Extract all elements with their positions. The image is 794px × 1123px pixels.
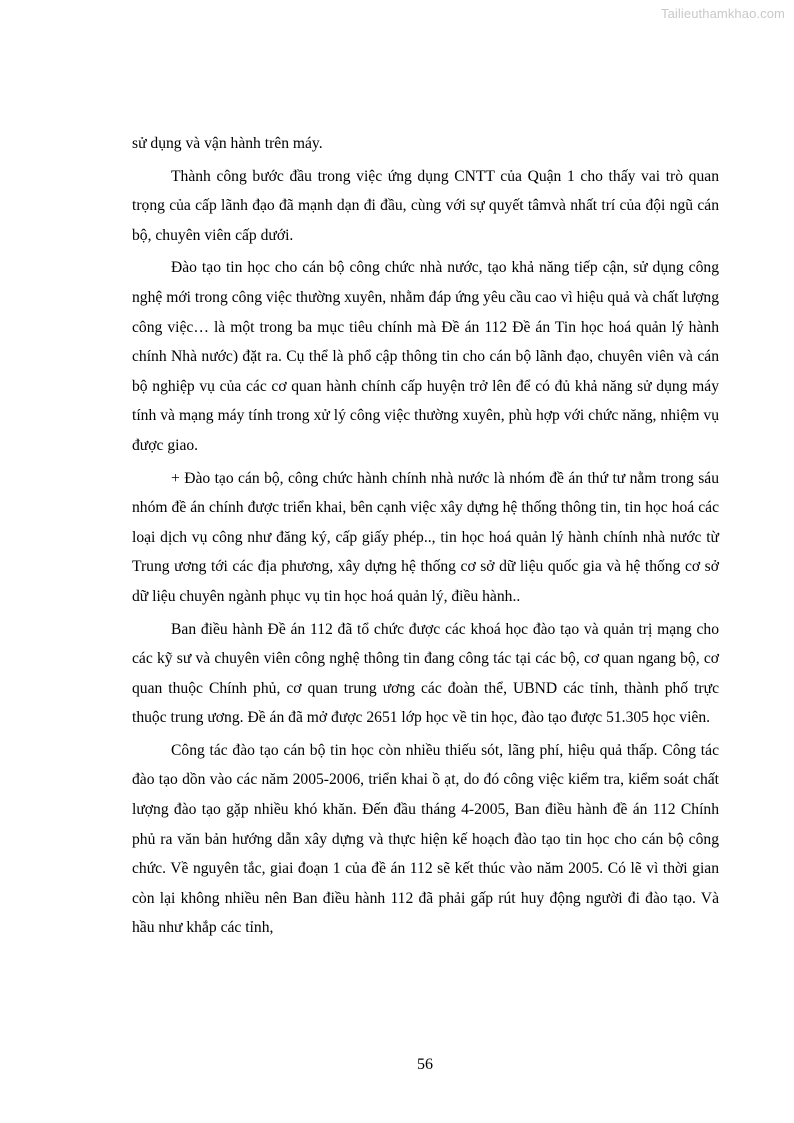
paragraph: Ban điều hành Đề án 112 đã tổ chức được các khoá học đào tạo và quản trị mạng cho các kỹ sư và chuyên viên công nghệ thông tin đang công tác tại các bộ, cơ quan ngang bộ, cơ quan thuộc Chính phủ, cơ quan trung ương các đoàn thể, UBND các tỉnh, thành phố trực thuộc trung ương. Đề án đã mở được 2651 lớp học về tin học, đào tạo được 51.305 học viên. (132, 620, 719, 727)
paragraph-continuation: sử dụng và vận hành trên máy. (132, 135, 323, 152)
page-body (132, 129, 719, 946)
page-number: 56 (417, 1056, 433, 1073)
paragraph: Công tác đào tạo cán bộ tin học còn nhiều thiếu sót, lãng phí, hiệu quả thấp. Công tác đào tạo dồn vào các năm 2005-2006, triển khai ồ ạt, do đó công việc kiểm tra, kiểm soát chất lượng đào tạo gặp nhiều khó khăn. Đến đầu tháng 4-2005, Ban điều hành đề án 112 Chính phủ ra văn bản hướng dẫn xây dựng và thực hiện kế hoạch đào tạo tin học cho cán bộ công chức. Về nguyên tắc, giai đoạn 1 của đề án 112 sẽ kết thúc vào năm 2005. Có lẽ vì thời gian còn lại không nhiều nên Ban điều hành 112 đã phải gấp rút huy động người đi đào tạo. Và hầu như khắp các tỉnh, (132, 741, 719, 937)
paragraph: Đào tạo tin học cho cán bộ công chức nhà nước, tạo khả năng tiếp cận, sử dụng công nghệ mới trong công việc thường xuyên, nhằm đáp ứng yêu cầu cao vì hiệu quả và chất lượng công việc… là một trong ba mục tiêu chính mà Đề án 112 Đề án Tin học hoá quản lý hành chính Nhà nước) đặt ra. Cụ thể là phổ cập thông tin cho cán bộ lãnh đạo, chuyên viên và cán bộ nghiệp vụ của các cơ quan hành chính cấp huyện trở lên để có đủ khả năng sử dụng máy tính và mạng máy tính trong xử lý công việc thường xuyên, phù hợp với chức năng, nhiệm vụ được giao. (132, 259, 719, 454)
paragraph: + Đào tạo cán bộ, công chức hành chính nhà nước là nhóm đề án thứ tư nằm trong sáu nhóm đề án chính được triển khai, bên cạnh việc xây dựng hệ thống thông tin, tin học hoá các loại dịch vụ công như đăng ký, cấp giấy phép.., tin học hoá quản lý hành chính nhà nước từ Trung ương tới các địa phương, xây dựng hệ thống cơ sở dữ liệu quốc gia và hệ thống cơ sở dữ liệu chuyên ngành phục vụ tin học hoá quản lý, điều hành.. (132, 469, 719, 605)
paragraph: Thành công bước đầu trong việc ứng dụng CNTT của Quận 1 cho thấy vai trò quan trọng của cấp lãnh đạo đã mạnh dạn đi đầu, cùng với sự quyết tâmvà nhất trí của đội ngũ cán bộ, chuyên viên cấp dưới. (132, 167, 719, 244)
watermark: Tailieuthamkhao.com (660, 6, 785, 21)
